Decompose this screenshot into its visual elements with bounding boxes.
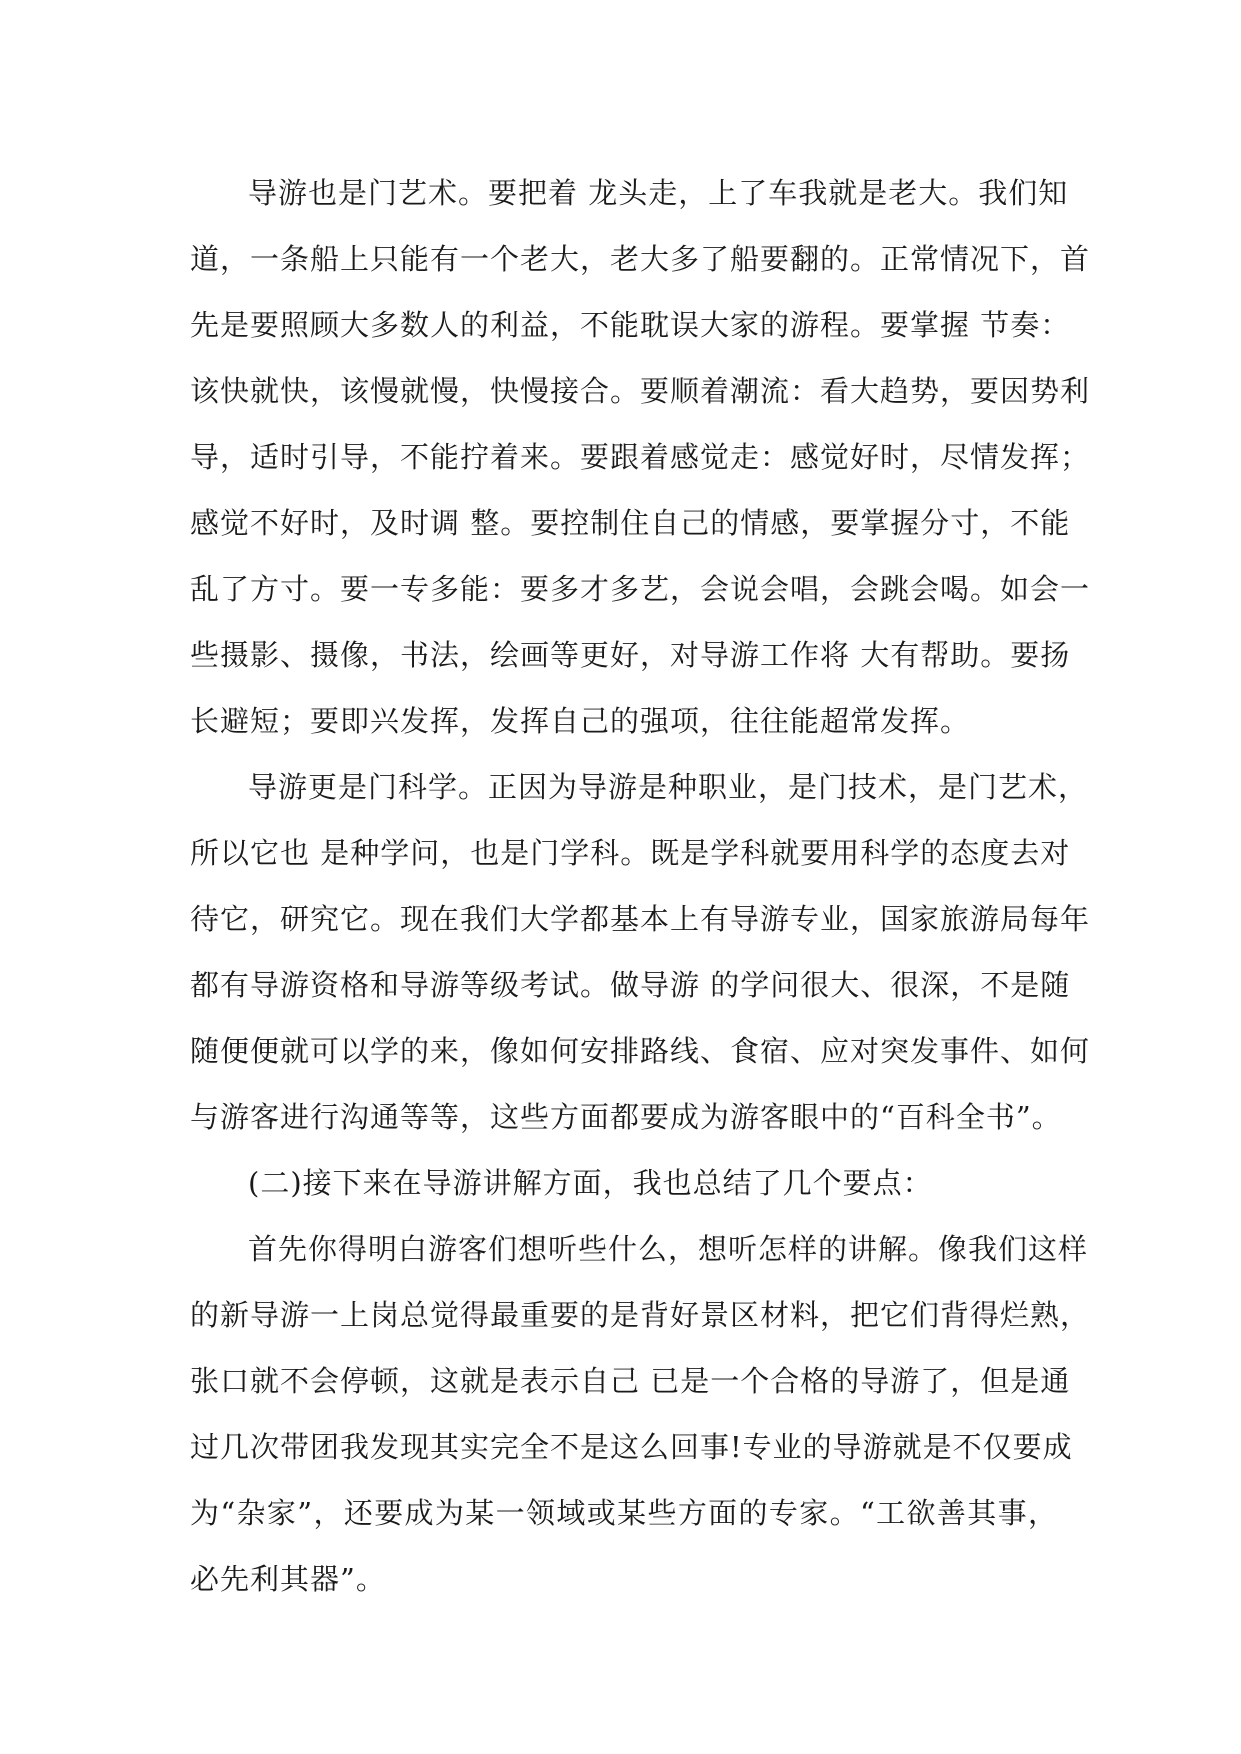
text-line: 感觉不好时，及时调 整。要控制住自己的情感，要掌握分寸，不能 bbox=[190, 506, 1071, 540]
text-line: 都有导游资格和导游等级考试。做导游 的学问很大、很深，不是随 bbox=[190, 968, 1071, 1002]
text-line: 些摄影、摄像，书法，绘画等更好，对导游工作将 大有帮助。要扬 bbox=[190, 638, 1071, 672]
text-line: 导游更是门科学。正因为导游是种职业，是门技术，是门艺术， bbox=[248, 770, 1089, 804]
text-line: 乱了方寸。要一专多能：要多才多艺，会说会唱，会跳会喝。如会一 bbox=[190, 572, 1091, 606]
text-line: 首先你得明白游客们想听些什么，想听怎样的讲解。像我们这样 bbox=[248, 1232, 1089, 1266]
text-line: 所以它也 是种学问，也是门学科。既是学科就要用科学的态度去对 bbox=[190, 836, 1071, 870]
paragraph-science bbox=[190, 754, 1091, 1150]
text-line: 该快就快，该慢就慢，快慢接合。要顺着潮流：看大趋势，要因势利 bbox=[190, 374, 1091, 408]
text-line: 过几次带团我发现其实完全不是这么回事!专业的导游就是不仅要成 bbox=[190, 1430, 1073, 1464]
paragraph-explanation bbox=[190, 1216, 1091, 1612]
text-line: 张口就不会停顿，这就是表示自己 已是一个合格的导游了，但是通 bbox=[190, 1364, 1071, 1398]
text-line: 的新导游一上岗总觉得最重要的是背好景区材料，把它们背得烂熟， bbox=[190, 1298, 1091, 1332]
text-line: 与游客进行沟通等等，这些方面都要成为游客眼中的“百科全书”。 bbox=[190, 1100, 1062, 1134]
paragraph-art bbox=[190, 160, 1091, 754]
text-line: 随便便就可以学的来，像如何安排路线、食宿、应对突发事件、如何 bbox=[190, 1034, 1091, 1068]
text-line: 道，一条船上只能有一个老大，老大多了船要翻的。正常情况下，首 bbox=[190, 242, 1091, 276]
text-line: 为“杂家”，还要成为某一领域或某些方面的专家。“工欲善其事， bbox=[190, 1496, 1058, 1530]
text-line: (二)接下来在导游讲解方面，我也总结了几个要点： bbox=[248, 1166, 933, 1200]
text-line: 先是要照顾大多数人的利益，不能耽误大家的游程。要掌握 节奏： bbox=[190, 308, 1071, 342]
paragraph-section-heading bbox=[190, 1150, 1058, 1216]
text-line: 必先利其器”。 bbox=[190, 1562, 386, 1596]
text-line: 待它，研究它。现在我们大学都基本上有导游专业，国家旅游局每年 bbox=[190, 902, 1091, 936]
text-line: 导，适时引导，不能拧着来。要跟着感觉走：感觉好时，尽情发挥； bbox=[190, 440, 1091, 474]
text-line: 长避短；要即兴发挥，发挥自己的强项，往往能超常发挥。 bbox=[190, 704, 971, 738]
document-body bbox=[190, 160, 1091, 1612]
text-line: 导游也是门艺术。要把着 龙头走，上了车我就是老大。我们知 bbox=[248, 176, 1069, 210]
